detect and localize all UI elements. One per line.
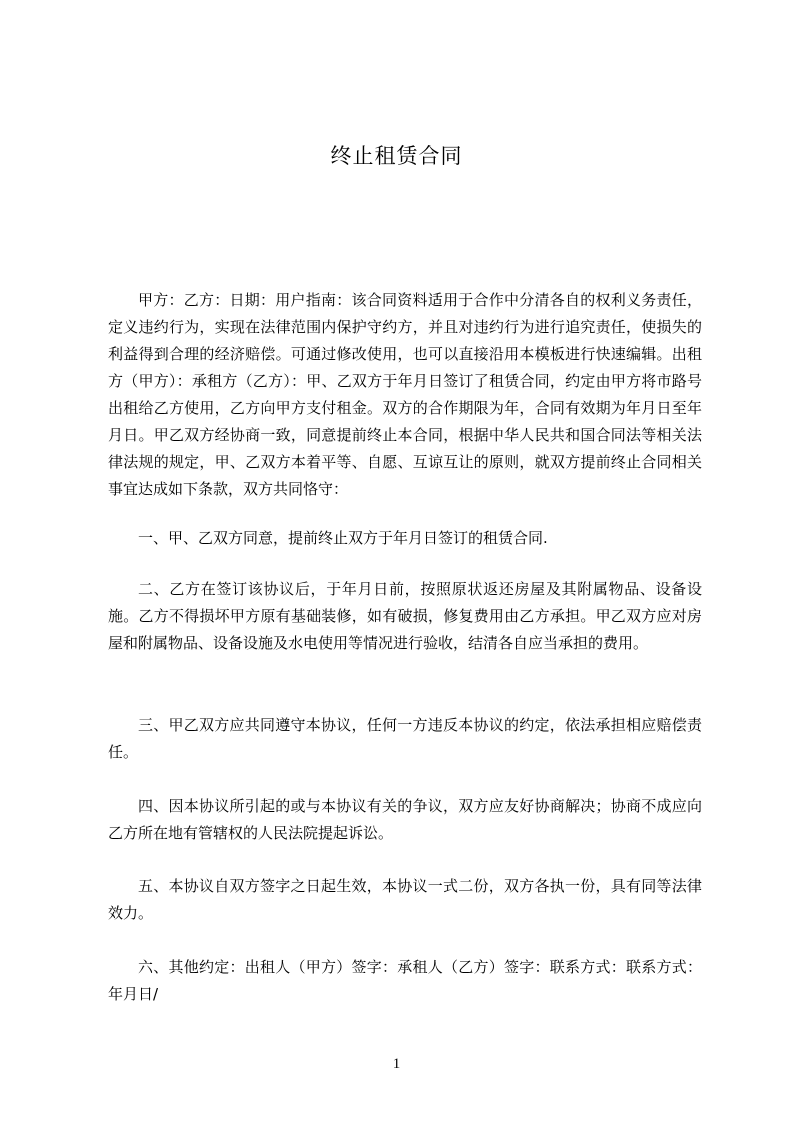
document-title: 终止租赁合同 (330, 144, 463, 168)
page-number: 1 (392, 1056, 401, 1072)
clause-2: 二、乙方在签订该协议后，于年月日前，按照原状返还房屋及其附属物品、设备设施。乙方不得损坏甲方原有基础装修，如有破损，修复费用由乙方承担。甲乙双方应对房屋和附属物品、设备设施及水电使用等情况进行验收，结清各自应当承担的费用。 (108, 580, 702, 652)
clause-3: 三、甲乙双方应共同遵守本协议，任何一方违反本协议的约定，依法承担相应赔偿责任。 (108, 716, 702, 761)
clause-6: 六、其他约定：出租人（甲方）签字：承租人（乙方）签字：联系方式：联系方式：年月日/ (108, 958, 702, 1003)
clause-4: 四、因本协议所引起的或与本协议有关的争议，双方应友好协商解决；协商不成应向乙方所在地有管辖权的人民法院提起诉讼。 (108, 797, 702, 842)
intro-paragraph: 甲方：乙方：日期：用户指南：该合同资料适用于合作中分清各自的权利义务责任，定义违约行为，实现在法律范围内保护守约方，并且对违约行为进行追究责任，使损失的利益得到合理的经济赔偿。可通过修改使用，也可以直接沿用本模板进行快速编辑。出租方（甲方）：承租方（乙方）：甲、乙双方于年月日签订了租赁合同，约定由甲方将市路号出租给乙方使用，乙方向甲方支付租金。双方的合作期限为年，合同有效期为年月日至年月日。甲乙双方经协商一致，同意提前终止本合同，根据中华人民共和国合同法等相关法律法规的规定，甲、乙双方本着平等、自愿、互谅互让的原则，就双方提前终止合同相关事宜达成如下条款，双方共同恪守： (108, 291, 702, 498)
clause-5: 五、本协议自双方签字之日起生效，本协议一式二份，双方各执一份，具有同等法律效力。 (108, 877, 702, 922)
clause-1: 一、甲、乙双方同意，提前终止双方于年月日签订的租赁合同. (138, 529, 548, 547)
